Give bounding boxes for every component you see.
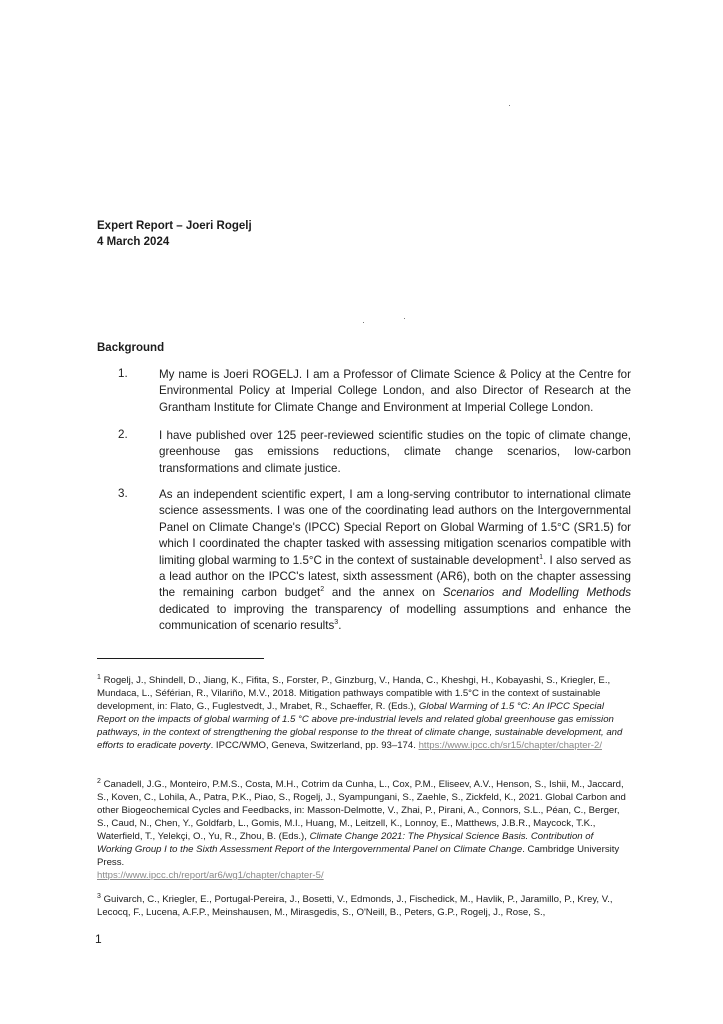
footnote-text: Guivarch, C., Kriegler, E., Portugal-Pereira, J., Bosetti, V., Edmonds, J., Fischedick, M., Havlik, P., Jaramillo, P., Krey, V., Lecocq, F., Lucena, A.F.P., Meinshausen, M., Mirasgedis, S., O'Neill, B., Peters, G.P., Rogelj, J., Rose, S.,	[97, 894, 613, 918]
paragraph-text-segment: . I also served as a lead author on the IPCC's latest, sixth assessment (AR6), both on the chapter assessing the remaining carbon budget	[159, 553, 631, 600]
paragraph-text-segment: and the annex on	[324, 586, 443, 600]
footnote-marker: 3	[97, 892, 101, 900]
paragraph-number: 1.	[118, 367, 128, 380]
footnote-link[interactable]: https://www.ipcc.ch/report/ar6/wg1/chapter/chapter-5/	[97, 870, 324, 881]
paragraph-text-segment: As an independent scientific expert, I am a long-serving contributor to international climate science assessments. I was one of the coordinating lead authors on the Intergovernmental Panel on Climate Change's (IPCC) Special Report on Global Warming of 1.5°C (SR1.5) for which I coordinated the chapter tasked with assessing mitigation scenarios compatible with limiting global warming to 1.5°C in the context of sustainable development	[159, 488, 631, 567]
page-number: 1	[95, 932, 102, 946]
paragraph-text: I have published over 125 peer-reviewed scientific studies on the topic of climate change, greenhouse gas emissions reductions, climate change scenarios, low-carbon transformations and climate justice.	[159, 429, 631, 475]
paragraph-text: My name is Joeri ROGELJ. I am a Professor of Climate Science & Policy at the Centre for Environmental Policy at Imperial College London, and also Director of Research at the Grantham Institute for Climate Change and Environment at Imperial College London.	[159, 368, 631, 414]
footnote-text: . IPCC/WMO, Geneva, Switzerland, pp. 93–174.	[210, 740, 419, 751]
annex-title: Scenarios and Modelling Methods	[442, 586, 631, 600]
scan-speck	[509, 105, 510, 106]
footnote-italic-title: Global Warming of 1.5 °C: An IPCC Special Report on the impacts of global warming of 1.5 °C above pre-industrial levels and related global greenhouse gas emission pathways, in the context of strengthening the global response to the threat of climate change, sustainable development, and efforts to eradicate poverty	[97, 701, 623, 751]
report-date: 4 March 2024	[97, 236, 170, 248]
footnote-text: Rogelj, J., Shindell, D., Jiang, K., Fifita, S., Forster, P., Ginzburg, V., Handa, C., Kheshgi, H., Kobayashi, S., Kriegler, E., Mundaca, L., Séférian, R., Vilariño, M.V., 2018. Mitigation pathways compatible with 1.5°C in the context of sustainable development, in: Flato, G., Fuglestvedt, J., Mrabet, R., Schaeffer, R. (Eds.),	[97, 675, 611, 712]
paragraph-text	[159, 487, 631, 635]
footnote	[97, 893, 630, 919]
footnote-separator	[97, 658, 264, 659]
footnote	[97, 674, 630, 752]
footnote-link[interactable]: https://www.ipcc.ch/sr15/chapter/chapter-2/	[418, 740, 602, 751]
footnote	[97, 778, 630, 882]
paragraph-number: 2.	[118, 428, 128, 441]
scan-speck	[363, 322, 364, 323]
footnote-italic-title: Climate Change 2021: The Physical Science Basis. Contribution of Working Group I to the Sixth Assessment Report of the Intergovernmental Panel on Climate Change	[97, 831, 594, 855]
footnote-text: Canadell, J.G., Monteiro, P.M.S., Costa, M.H., Cotrim da Cunha, L., Cox, P.M., Eliseev, A.V., Henson, S., Ishii, M., Jaccard, S., Koven, C., Lohila, A., Patra, P.K., Piao, S., Rogelj, J., Syampungani, S., Zaehle, S., Zickfeld, K., 2021. Global Carbon and other Biogeochemical Cycles and Feedbacks, in: Masson-Delmotte, V., Zhai, P., Pirani, A., Connors, S.L., Péan, C., Berger, S., Caud, N., Chen, Y., Goldfarb, L., Gomis, M.I., Huang, M., Leitzell, K., Lonnoy, E., Matthews, J.B.R., Maycock, T.K., Waterfield, T., Yelekçi, O., Yu, R., Zhou, B. (Eds.),	[97, 779, 626, 842]
footnote-text: . Cambridge University Press.	[97, 844, 620, 868]
section-heading-background: Background	[97, 342, 165, 354]
footnote-ref[interactable]: 1	[539, 553, 543, 561]
footnote-marker: 2	[97, 777, 101, 785]
paragraph-text-segment: .	[338, 619, 342, 633]
scan-speck	[404, 318, 405, 319]
paragraph-number: 3.	[118, 487, 128, 500]
footnote-marker: 1	[97, 673, 101, 681]
footnote-ref[interactable]: 2	[320, 586, 325, 594]
report-title: Expert Report – Joeri Rogelj	[97, 220, 252, 232]
paragraph-text-segment: dedicated to improving the transparency of modelling assumptions and enhance the communication of scenario results	[159, 602, 631, 633]
footnote-ref[interactable]: 3	[334, 619, 339, 627]
